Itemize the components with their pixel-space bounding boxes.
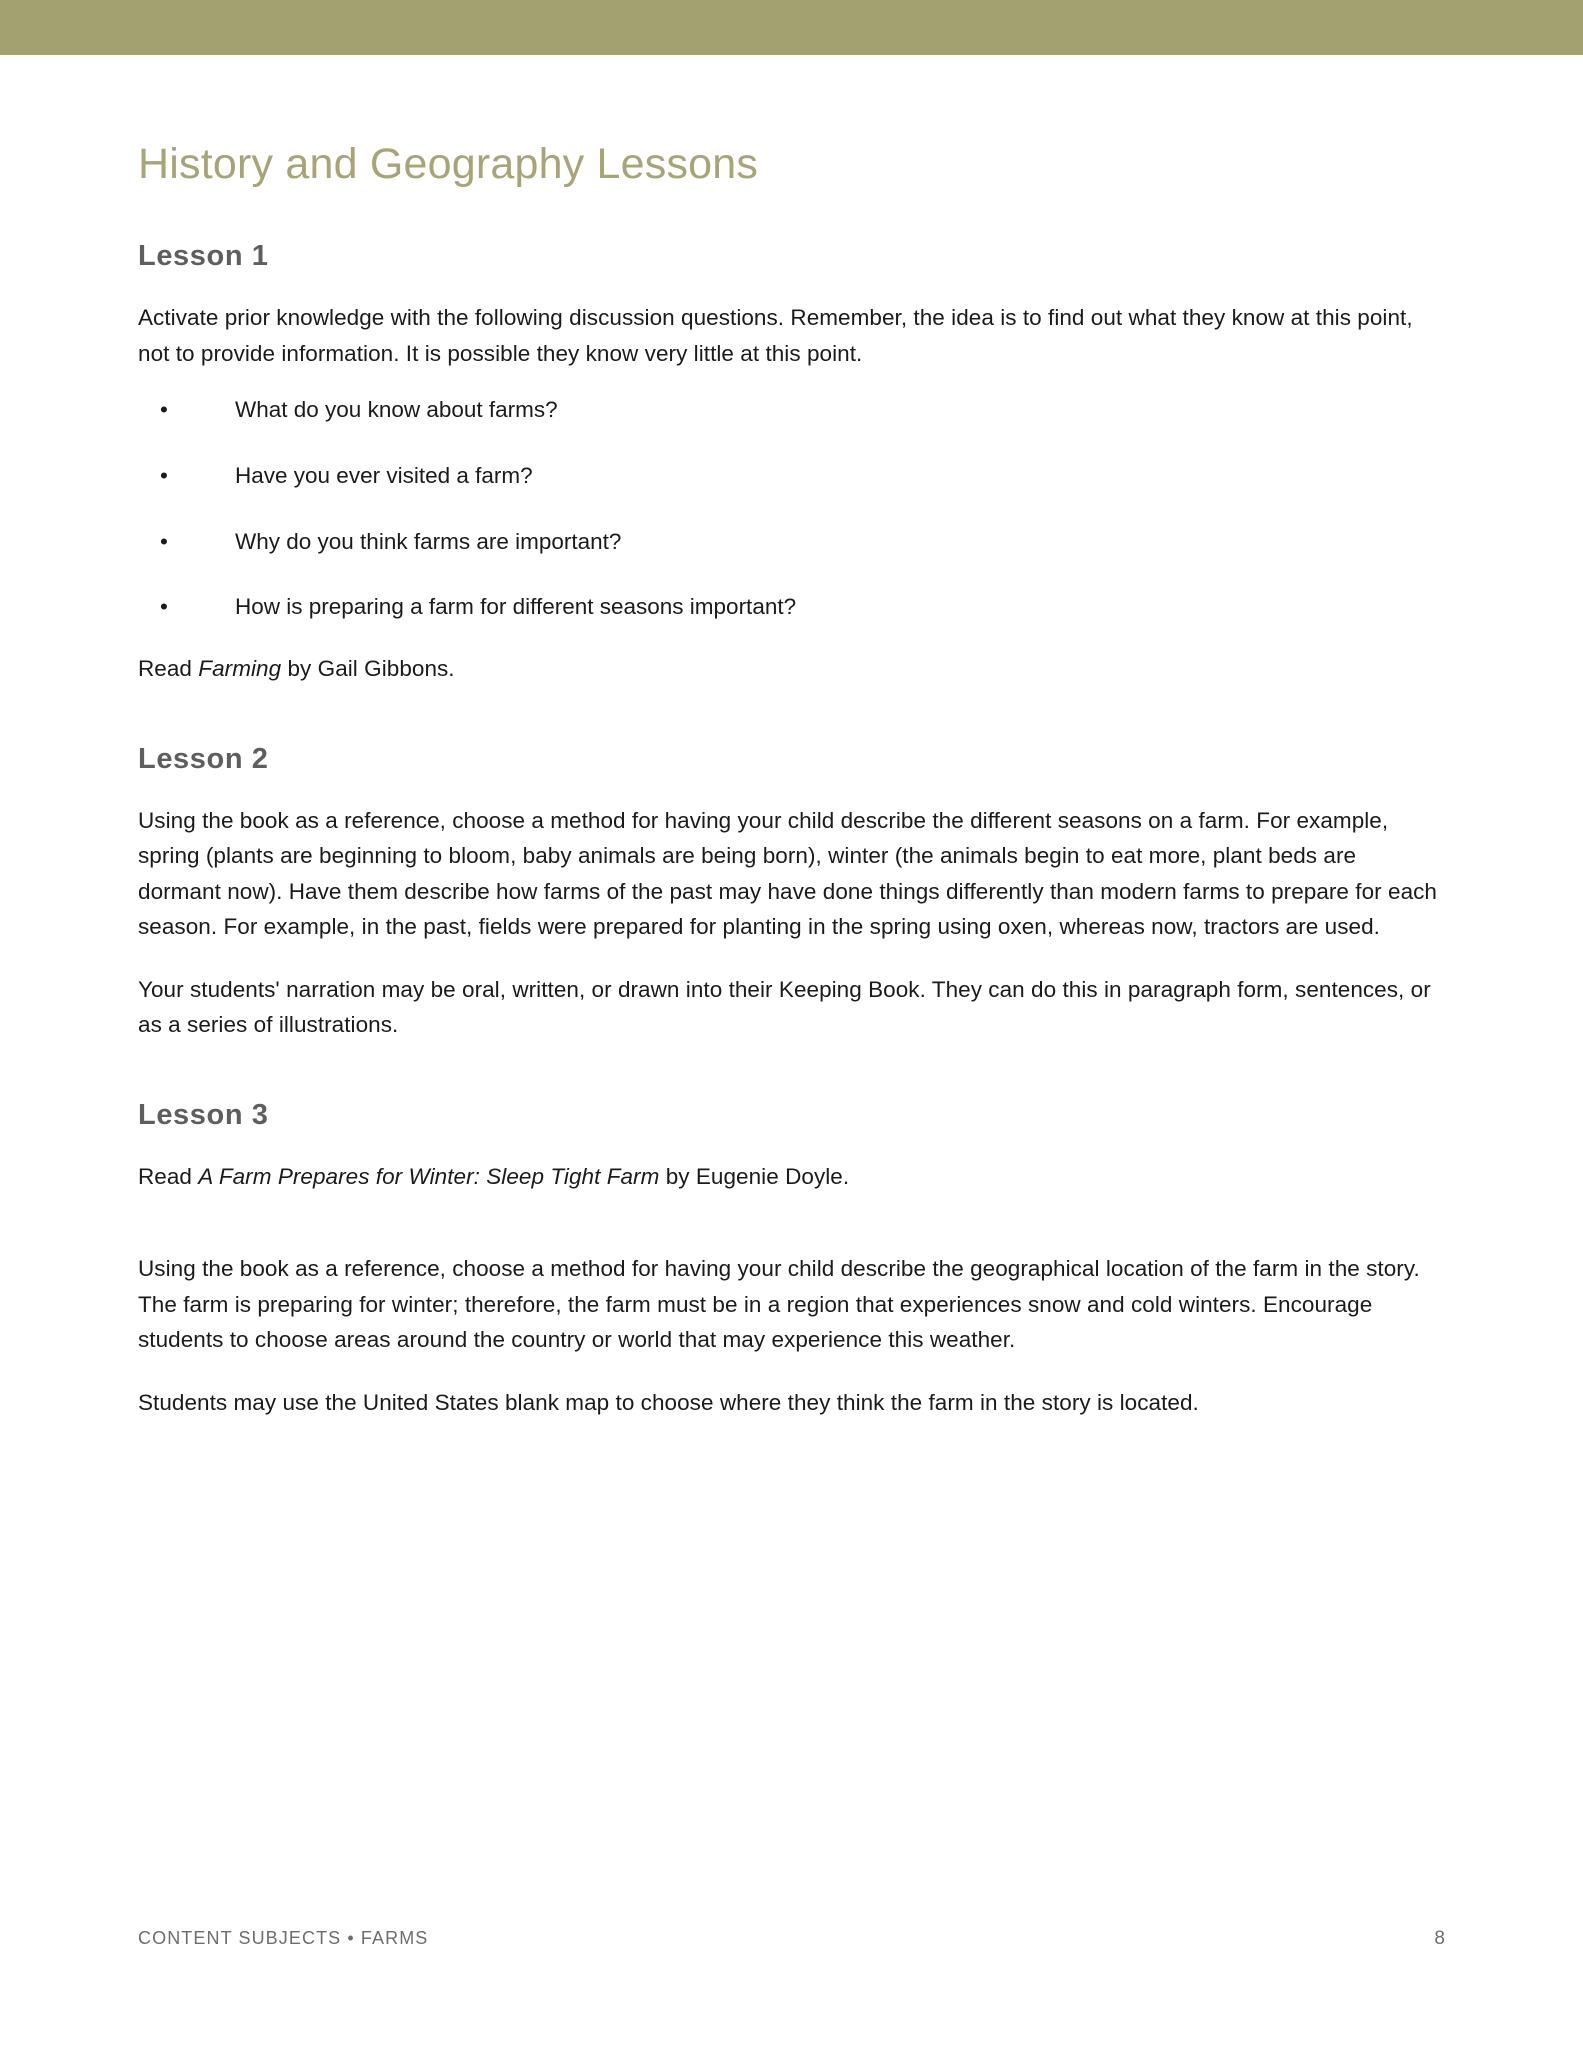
lesson-1-reading-assignment bbox=[138, 651, 1443, 687]
lesson-2-paragraph-1: Using the book as a reference, choose a method for having your child describe the different seasons on a farm. For example, spring (plants are beginning to bloom, baby animals are being born), winter (the animals begin to eat more, plant beds are dormant now). Have them describe how farms of the past may have done things differently than modern farms to prepare for each season. For example, in the past, fields were prepared for planting in the spring using oxen, whereas now, tractors are used. bbox=[138, 807, 1437, 940]
list-item bbox=[138, 393, 1443, 427]
bullet-dot-icon: • bbox=[160, 462, 168, 488]
lesson-1-question-list bbox=[138, 393, 1443, 624]
page-footer bbox=[138, 1928, 1445, 1950]
list-item-label: Have you ever visited a farm? bbox=[235, 462, 533, 488]
list-item bbox=[138, 525, 1443, 559]
lesson-2-heading: Lesson 2 bbox=[138, 742, 269, 775]
list-item-label: Why do you think farms are important? bbox=[235, 528, 622, 554]
paragraph-spacer bbox=[138, 1194, 1443, 1224]
read-prefix: Read bbox=[138, 1163, 199, 1189]
page-number: 8 bbox=[1434, 1928, 1445, 1949]
bullet-dot-icon: • bbox=[160, 397, 168, 423]
read-suffix: by Eugenie Doyle. bbox=[659, 1163, 850, 1189]
list-item-label: How is preparing a farm for different seasons important? bbox=[235, 594, 797, 620]
lesson-3-paragraph-1: Using the book as a reference, choose a method for having your child describe the geographical location of the farm in the story. The farm is preparing for winter; therefore, the farm must be in a region that experiences snow and cold winters. Encourage students to choose areas around the country or world that may experience this weather. bbox=[138, 1256, 1420, 1353]
lesson-1-heading: Lesson 1 bbox=[138, 240, 269, 273]
lesson-2-paragraph-2: Your students' narration may be oral, written, or drawn into their Keeping Book. They can do this in paragraph form, sentences, or as a series of illustrations. bbox=[138, 976, 1431, 1038]
read-prefix: Read bbox=[138, 656, 199, 682]
page-title: History and Geography Lessons bbox=[138, 140, 759, 188]
lesson-3-reading-assignment bbox=[138, 1159, 1443, 1195]
top-decorative-banner bbox=[0, 0, 1583, 55]
footer-section-label: CONTENT SUBJECTS • FARMS bbox=[138, 1928, 429, 1948]
page-content bbox=[0, 55, 1583, 1420]
lesson-3-paragraph-2: Students may use the United States blank map to choose where they think the farm in the story is located. bbox=[138, 1389, 1199, 1415]
bullet-dot-icon: • bbox=[160, 594, 168, 620]
read-suffix: by Gail Gibbons. bbox=[281, 656, 455, 682]
list-item bbox=[138, 459, 1443, 493]
list-item bbox=[138, 590, 1443, 624]
list-item-label: What do you know about farms? bbox=[235, 397, 558, 423]
book-title: A Farm Prepares for Winter: Sleep Tight Farm bbox=[198, 1163, 660, 1189]
book-title: Farming bbox=[198, 656, 282, 682]
lesson-1-intro-paragraph: Activate prior knowledge with the following discussion questions. Remember, the idea is to find out what they know at this point, not to provide information. It is possible they know very little at this point. bbox=[138, 305, 1413, 366]
bullet-dot-icon: • bbox=[160, 528, 168, 554]
lesson-3-heading: Lesson 3 bbox=[138, 1098, 269, 1131]
